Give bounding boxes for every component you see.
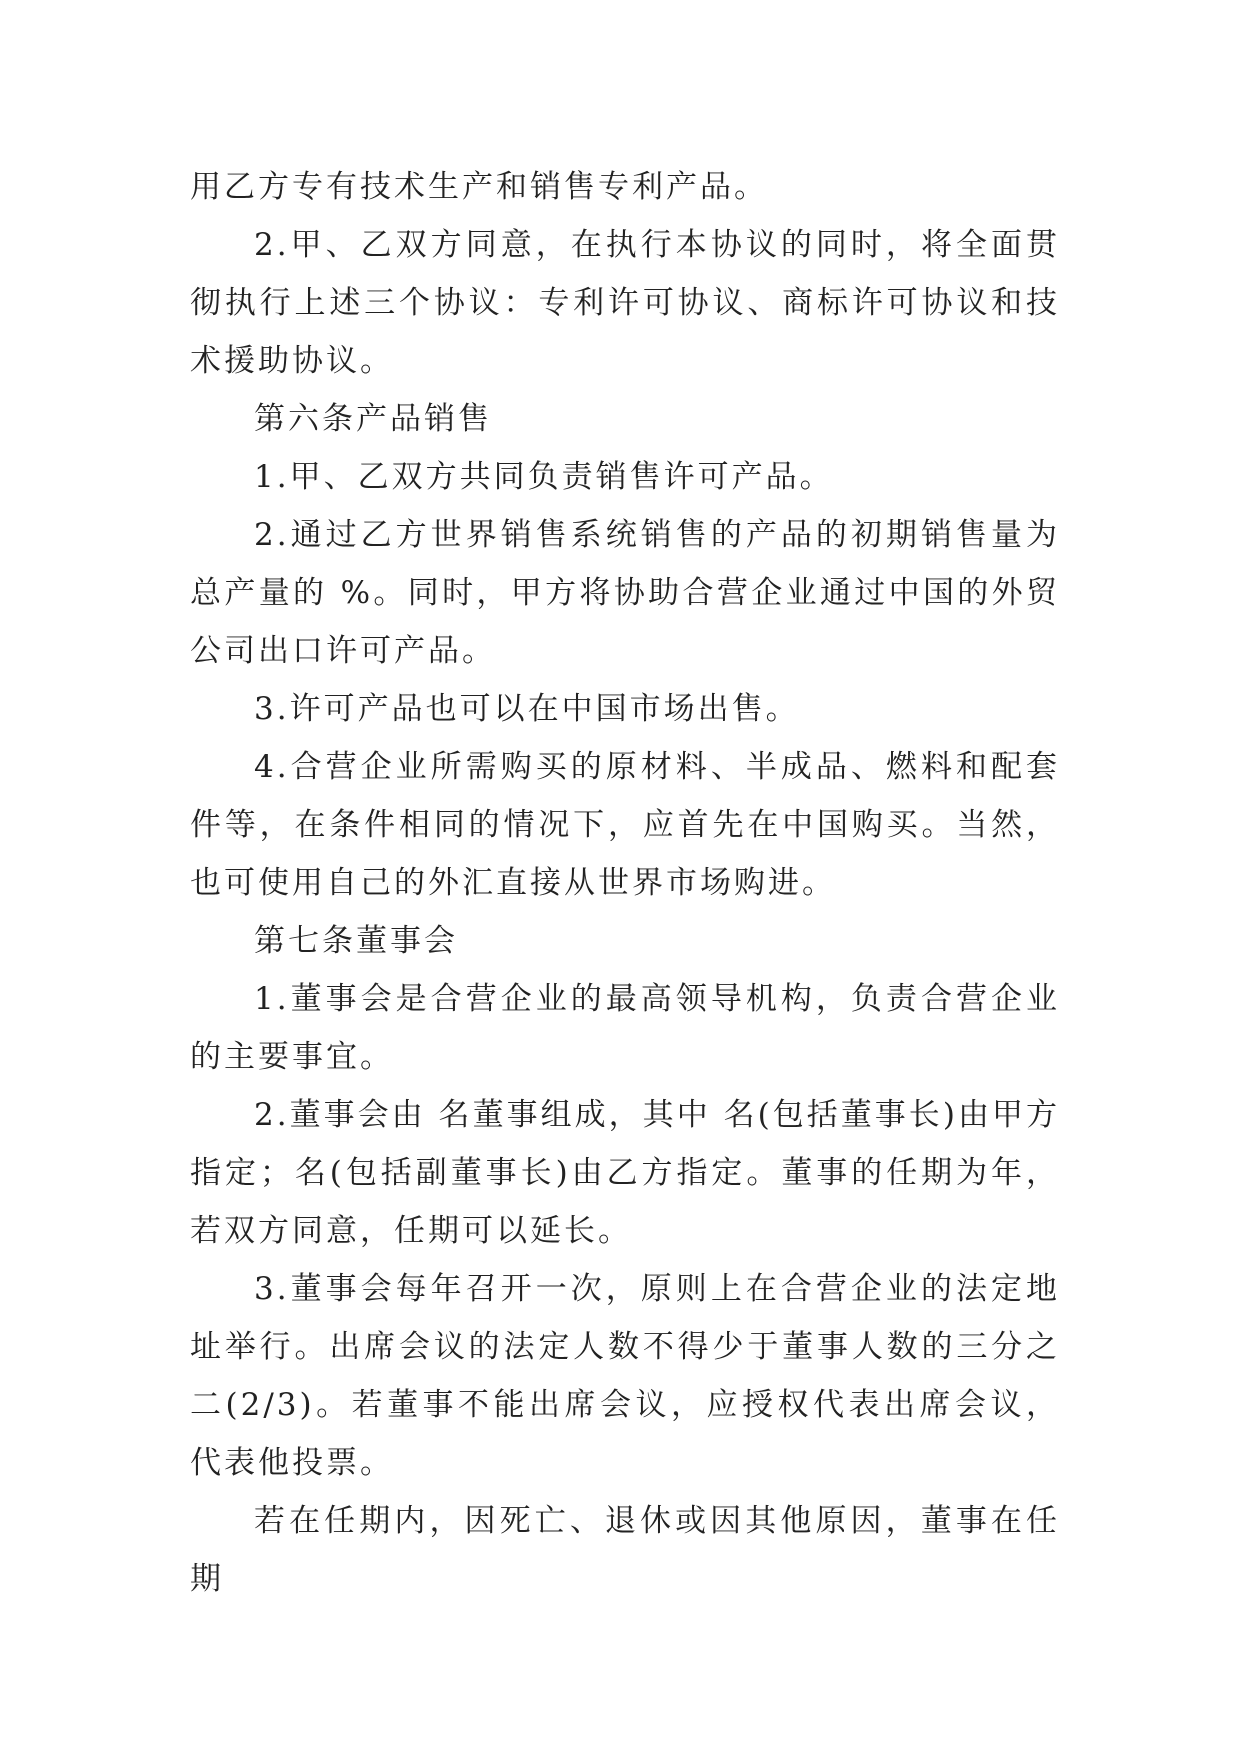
paragraph-clause-6-1: 1.甲、乙双方共同负责销售许可产品。: [254, 459, 834, 495]
paragraph-clause-7-3: 3.董事会每年召开一次，原则上在合营企业的法定地址举行。出席会议的法定人数不得少于董事人数的三分之二(2/3)。若董事不能出席会议，应授权代表出席会议，代表他投票。: [190, 1271, 1060, 1481]
section-heading-article-6: 第六条产品销售: [254, 401, 492, 437]
paragraph-clause-7-1: 1.董事会是合营企业的最高领导机构，负责合营企业的主要事宜。: [190, 981, 1060, 1075]
document-body: [190, 158, 1060, 1608]
paragraph-clause-6-2: 2.通过乙方世界销售系统销售的产品的初期销售量为总产量的 %。同时，甲方将协助合营企业通过中国的外贸公司出口许可产品。: [190, 517, 1060, 669]
paragraph-clause-6-3: 3.许可产品也可以在中国市场出售。: [254, 691, 800, 727]
paragraph-clause-7-2: 2.董事会由 名董事组成，其中 名(包括董事长)由甲方指定；名(包括副董事长)由乙方指定。董事的任期为年，若双方同意，任期可以延长。: [190, 1097, 1060, 1249]
paragraph-clause-5-2: 2.甲、乙双方同意，在执行本协议的同时，将全面贯彻执行上述三个协议：专利许可协议、商标许可协议和技术援助协议。: [190, 227, 1060, 379]
section-heading-article-7: 第七条董事会: [254, 923, 458, 959]
paragraph-clause-7-3-continued: 若在任期内，因死亡、退休或因其他原因，董事在任期: [190, 1503, 1060, 1597]
paragraph-clause-6-4: 4.合营企业所需购买的原材料、半成品、燃料和配套件等，在条件相同的情况下，应首先在中国购买。当然，也可使用自己的外汇直接从世界市场购进。: [190, 749, 1060, 901]
paragraph-continuation: 用乙方专有技术生产和销售专利产品。: [190, 169, 768, 205]
